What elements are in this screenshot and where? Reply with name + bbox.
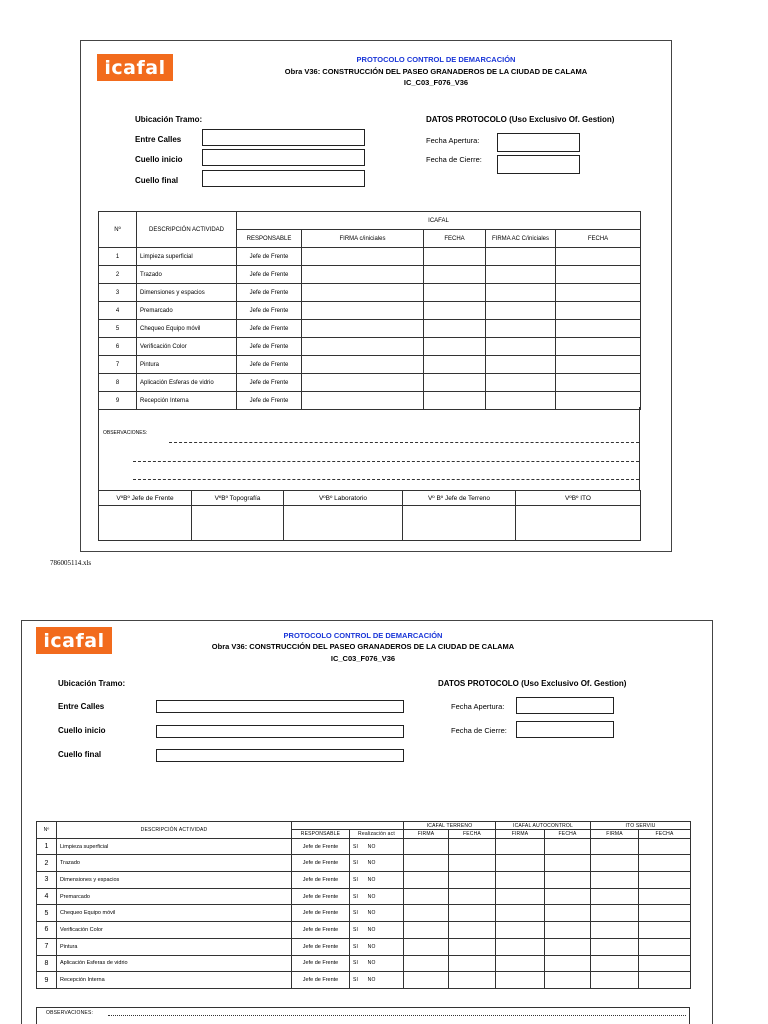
cuello-final-field[interactable] xyxy=(202,170,365,187)
cuello-final-field[interactable] xyxy=(156,749,404,762)
col-num-header: Nº xyxy=(99,212,137,248)
col-firma-header: FIRMA c/iniciales xyxy=(302,230,424,248)
col-fecha-header: FECHA xyxy=(639,830,691,838)
table-row: 6 Verificación Color Jefe de Frente xyxy=(99,338,641,356)
form-code: IC_C03_F076_V36 xyxy=(403,78,469,87)
fecha-apertura-label: Fecha Apertura: xyxy=(426,136,480,145)
icafal-group-header: ICAFAL xyxy=(237,212,641,230)
table-row: 5 Chequeo Equipo móvil Jefe de Frente xyxy=(99,320,641,338)
entre-calles-label: Entre Calles xyxy=(58,702,105,711)
realizacion-options[interactable]: SI NO xyxy=(350,955,404,972)
realizacion-options[interactable]: SI NO xyxy=(350,905,404,922)
cuello-final-label: Cuello final xyxy=(58,750,102,759)
col-resp-header: RESPONSABLE xyxy=(237,230,302,248)
table-row: 3 Dimensiones y espacios Jefe de Frente SI NO xyxy=(37,872,691,889)
icafal-logo: icafal xyxy=(97,54,173,81)
entre-calles-field[interactable] xyxy=(202,129,365,146)
realizacion-options[interactable]: SI NO xyxy=(350,938,404,955)
icafal-terreno-header: ICAFAL TERRENO xyxy=(404,822,496,830)
vb-signature-table xyxy=(98,490,641,541)
table-row: 7 Pintura Jefe de Frente SI NO xyxy=(37,938,691,955)
table-row: 6 Verificación Color Jefe de Frente SI NO xyxy=(37,922,691,939)
table-row: 3 Dimensiones y espacios Jefe de Frente xyxy=(99,284,641,302)
realizacion-options[interactable]: SI NO xyxy=(350,872,404,889)
table-row: 8 Aplicación Esferas de vidrio Jefe de Frente SI NO xyxy=(37,955,691,972)
entre-calles-label: Entre Calles xyxy=(135,135,182,144)
vb-jefe-terreno: Vº Bº Jefe de Terreno xyxy=(403,491,516,506)
cuello-inicio-field[interactable] xyxy=(156,725,404,738)
form-title: PROTOCOLO CONTROL DE DEMARCACIÓN xyxy=(356,55,516,64)
realizacion-options[interactable]: SI NO xyxy=(350,855,404,872)
realizacion-options[interactable]: SI NO xyxy=(350,922,404,939)
signature-cell[interactable] xyxy=(99,506,192,541)
vb-jefe-frente: VºBº Jefe de Frente xyxy=(99,491,192,506)
file-name: 786005114.xls xyxy=(50,559,92,567)
table-row: 9 Recepción Interna Jefe de Frente xyxy=(99,392,641,410)
table-row: 2 Trazado Jefe de Frente xyxy=(99,266,641,284)
cuello-inicio-label: Cuello inicio xyxy=(135,155,183,164)
cuello-inicio-label: Cuello inicio xyxy=(58,726,106,735)
icafal-logo: icafal xyxy=(36,627,112,654)
protocol-form-2 xyxy=(21,620,713,1024)
icafal-autocontrol-header: ICAFAL AUTOCONTROL xyxy=(496,822,591,830)
fecha-cierre-field[interactable] xyxy=(497,155,580,174)
form-subtitle: Obra V36: CONSTRUCCIÓN DEL PASEO GRANADEROS DE LA CIUDAD DE CALAMA xyxy=(211,642,515,651)
signature-cell[interactable] xyxy=(192,506,284,541)
realizacion-options[interactable]: SI NO xyxy=(350,888,404,905)
vb-ito: VºBº ITO xyxy=(516,491,641,506)
table-row: 4 Premarcado Jefe de Frente SI NO xyxy=(37,888,691,905)
col-resp-header: RESPONSABLE xyxy=(292,830,350,838)
ubicacion-label: Ubicación Tramo: xyxy=(58,679,126,688)
table-row: 7 Pintura Jefe de Frente xyxy=(99,356,641,374)
vb-topografia: VºBº Topografía xyxy=(192,491,284,506)
realizacion-options[interactable]: SI NO xyxy=(350,972,404,989)
cuello-final-label: Cuello final xyxy=(135,176,179,185)
fecha-apertura-field[interactable] xyxy=(497,133,580,152)
table-row: 2 Trazado Jefe de Frente SI NO xyxy=(37,855,691,872)
vb-laboratorio: VºBº Laboratorio xyxy=(284,491,403,506)
col-firma-header: FIRMA xyxy=(591,830,639,838)
observaciones-line xyxy=(133,479,639,480)
signature-cell[interactable] xyxy=(516,506,641,541)
form-title: PROTOCOLO CONTROL DE DEMARCACIÓN xyxy=(283,631,443,640)
table-row: 4 Premarcado Jefe de Frente xyxy=(99,302,641,320)
signature-cell[interactable] xyxy=(403,506,516,541)
table-row: 1 Limpieza superficial Jefe de Frente SI NO xyxy=(37,838,691,855)
col-firma-ac-header: FIRMA AC C/iniciales xyxy=(486,230,556,248)
col-firma-header: FIRMA xyxy=(404,830,449,838)
datos-protocolo-label: DATOS PROTOCOLO (Uso Exclusivo Of. Gestion) xyxy=(438,679,627,688)
table-row: 5 Chequeo Equipo móvil Jefe de Frente SI NO xyxy=(37,905,691,922)
datos-protocolo-label: DATOS PROTOCOLO (Uso Exclusivo Of. Gestion) xyxy=(426,115,615,124)
col-num-header: Nº xyxy=(37,822,57,839)
fecha-cierre-field[interactable] xyxy=(516,721,614,738)
observaciones-label: OBSERVACIONES: xyxy=(46,1010,94,1016)
observaciones-label: OBSERVACIONES: xyxy=(103,430,148,436)
col-realizacion-header: Realización act xyxy=(350,830,404,838)
activities-table xyxy=(98,211,641,410)
fecha-cierre-label: Fecha de Cierre: xyxy=(451,726,507,735)
col-firma-header: FIRMA xyxy=(496,830,545,838)
col-fecha-header: FECHA xyxy=(449,830,496,838)
signature-cell[interactable] xyxy=(284,506,403,541)
col-desc-header: DESCRIPCIÓN ACTIVIDAD xyxy=(137,212,237,248)
activities-table xyxy=(36,821,691,989)
table-row: 1 Limpieza superficial Jefe de Frente xyxy=(99,248,641,266)
col-fecha-header: FECHA xyxy=(424,230,486,248)
protocol-form-1 xyxy=(80,40,672,552)
col-desc-header: DESCRIPCIÓN ACTIVIDAD xyxy=(57,822,292,839)
observaciones-line xyxy=(133,461,639,462)
form-code: IC_C03_F076_V36 xyxy=(330,654,396,663)
col-fecha-header: FECHA xyxy=(545,830,591,838)
fecha-apertura-label: Fecha Apertura: xyxy=(451,702,505,711)
ito-serviu-header: ITO SERVIU xyxy=(591,822,691,830)
entre-calles-field[interactable] xyxy=(156,700,404,713)
table-row: 8 Aplicación Esferas de vidrio Jefe de Frente xyxy=(99,374,641,392)
observaciones-line xyxy=(169,442,639,443)
ubicacion-label: Ubicación Tramo: xyxy=(135,115,203,124)
form-subtitle: Obra V36: CONSTRUCCIÓN DEL PASEO GRANADEROS DE LA CIUDAD DE CALAMA xyxy=(284,67,588,76)
fecha-apertura-field[interactable] xyxy=(516,697,614,714)
observaciones-line xyxy=(108,1015,686,1016)
realizacion-options[interactable]: SI NO xyxy=(350,838,404,855)
col-fecha2-header: FECHA xyxy=(556,230,641,248)
cuello-inicio-field[interactable] xyxy=(202,149,365,166)
table-row: 9 Recepción Interna Jefe de Frente SI NO xyxy=(37,972,691,989)
fecha-cierre-label: Fecha de Cierre: xyxy=(426,155,482,164)
